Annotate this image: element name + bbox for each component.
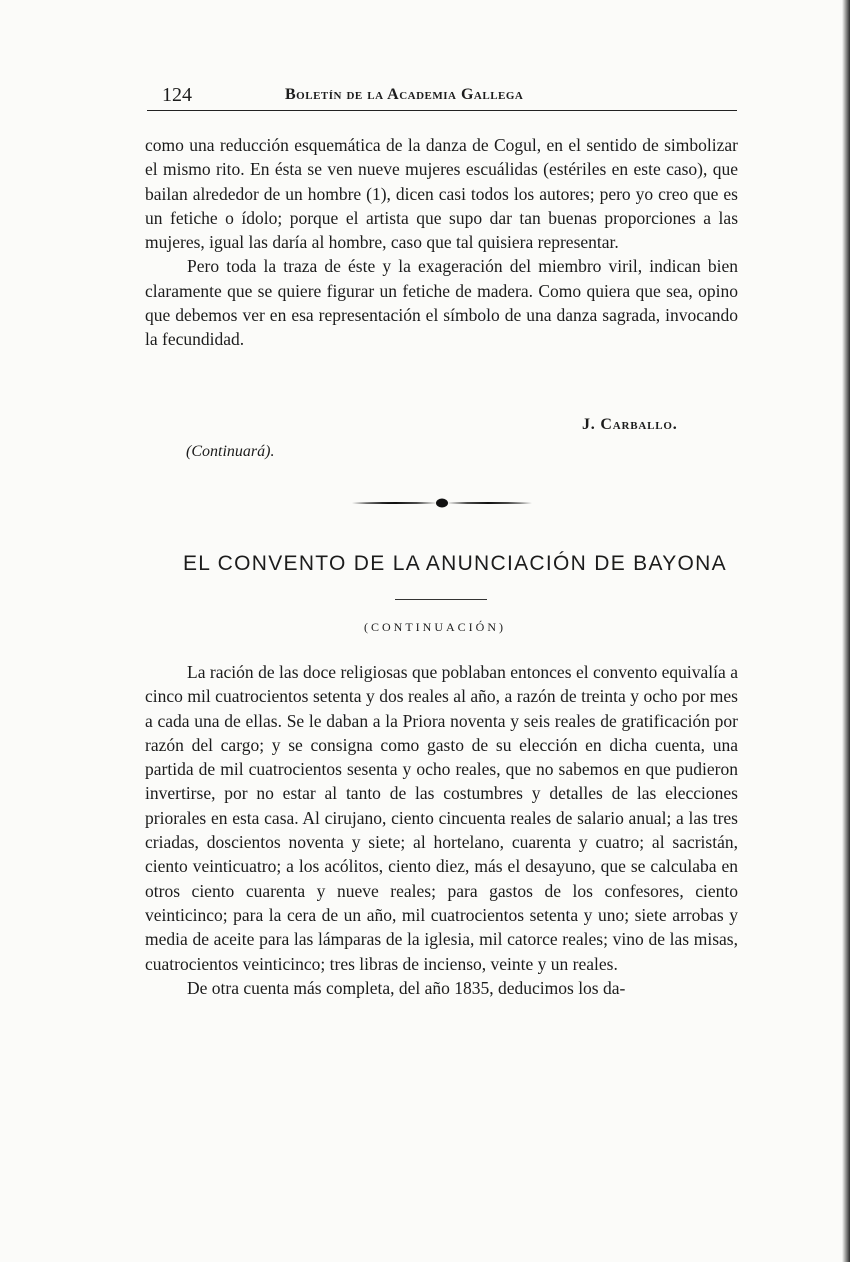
section-subtitle: (CONTINUACIÓN) xyxy=(364,620,506,634)
page-edge-shadow xyxy=(842,0,850,1262)
section-title: EL CONVENTO DE LA ANUNCIACIÓN DE BAYONA xyxy=(183,552,727,575)
page-number: 124 xyxy=(162,84,192,106)
paragraph: La ración de las doce religiosas que poblaban entonces el convento equivalía a cinco mil cuatrocientos setenta y dos reales al año, a razón de treinta y ocho por mes a cada una de ellas. Se le daban a la Priora noventa y seis reales de gratificación por razón del cargo; y se consigna como gasto de su elección en dicha cuenta, una partida de mil cuatrocientos sesenta y ocho reales, que no sabemos en que pudieron invertirse, por no estar al tanto de las costumbres y detalles de las elecciones priorales en esta casa. Al cirujano, ciento cincuenta reales de salario anual; a las tres criadas, doscientos noventa y siete; al hortelano, cuarenta y cuatro; al sacristán, ciento veinticuatro; a los acólitos, ciento diez, más el desayuno, que se calculaba en otros ciento cuarenta y nueve reales; para gastos de los confesores, ciento veinticinco; para la cera de un año, mil cuatrocientos setenta y uno; siete arrobas y media de aceite para las lámparas de la iglesia, mil catorce reales; vino de las misas, cuatrocientos veinticinco; tres libras de incienso, veinte y un reales. xyxy=(145,662,738,974)
paragraph: Pero toda la traza de éste y la exageración del miembro viril, indican bien claramente que se quiere figurar un fetiche de madera. Como quiera que sea, opino que debemos ver en esa representación el símbolo de una danza sagrada, invocando la fecundidad. xyxy=(145,256,738,350)
continuation-note: (Continuará). xyxy=(186,443,275,460)
title-rule xyxy=(395,599,487,600)
ornamental-divider xyxy=(352,496,532,510)
page-header xyxy=(147,82,737,111)
paragraph: De otra cuenta más completa, del año 1835, deducimos los da- xyxy=(187,977,626,998)
article-body xyxy=(145,660,738,1000)
running-title: Boletín de la Academia Gallega xyxy=(285,86,524,103)
paragraph: como una reducción esquemática de la danza de Cogul, en el sentido de simbolizar el mismo rito. En ésta se ven nueve mujeres escuálidas (estériles en este caso), que bailan alrededor de un hombre (1), dicen casi todos los autores; pero yo creo que es un fetiche o ídolo; porque el artista que supo dar tan buenas proporciones a las mujeres, igual las daría al hombre, caso que tal quisiera representar. xyxy=(145,135,738,253)
article-conclusion xyxy=(145,133,738,352)
author-signature: J. Carballo. xyxy=(582,416,678,433)
